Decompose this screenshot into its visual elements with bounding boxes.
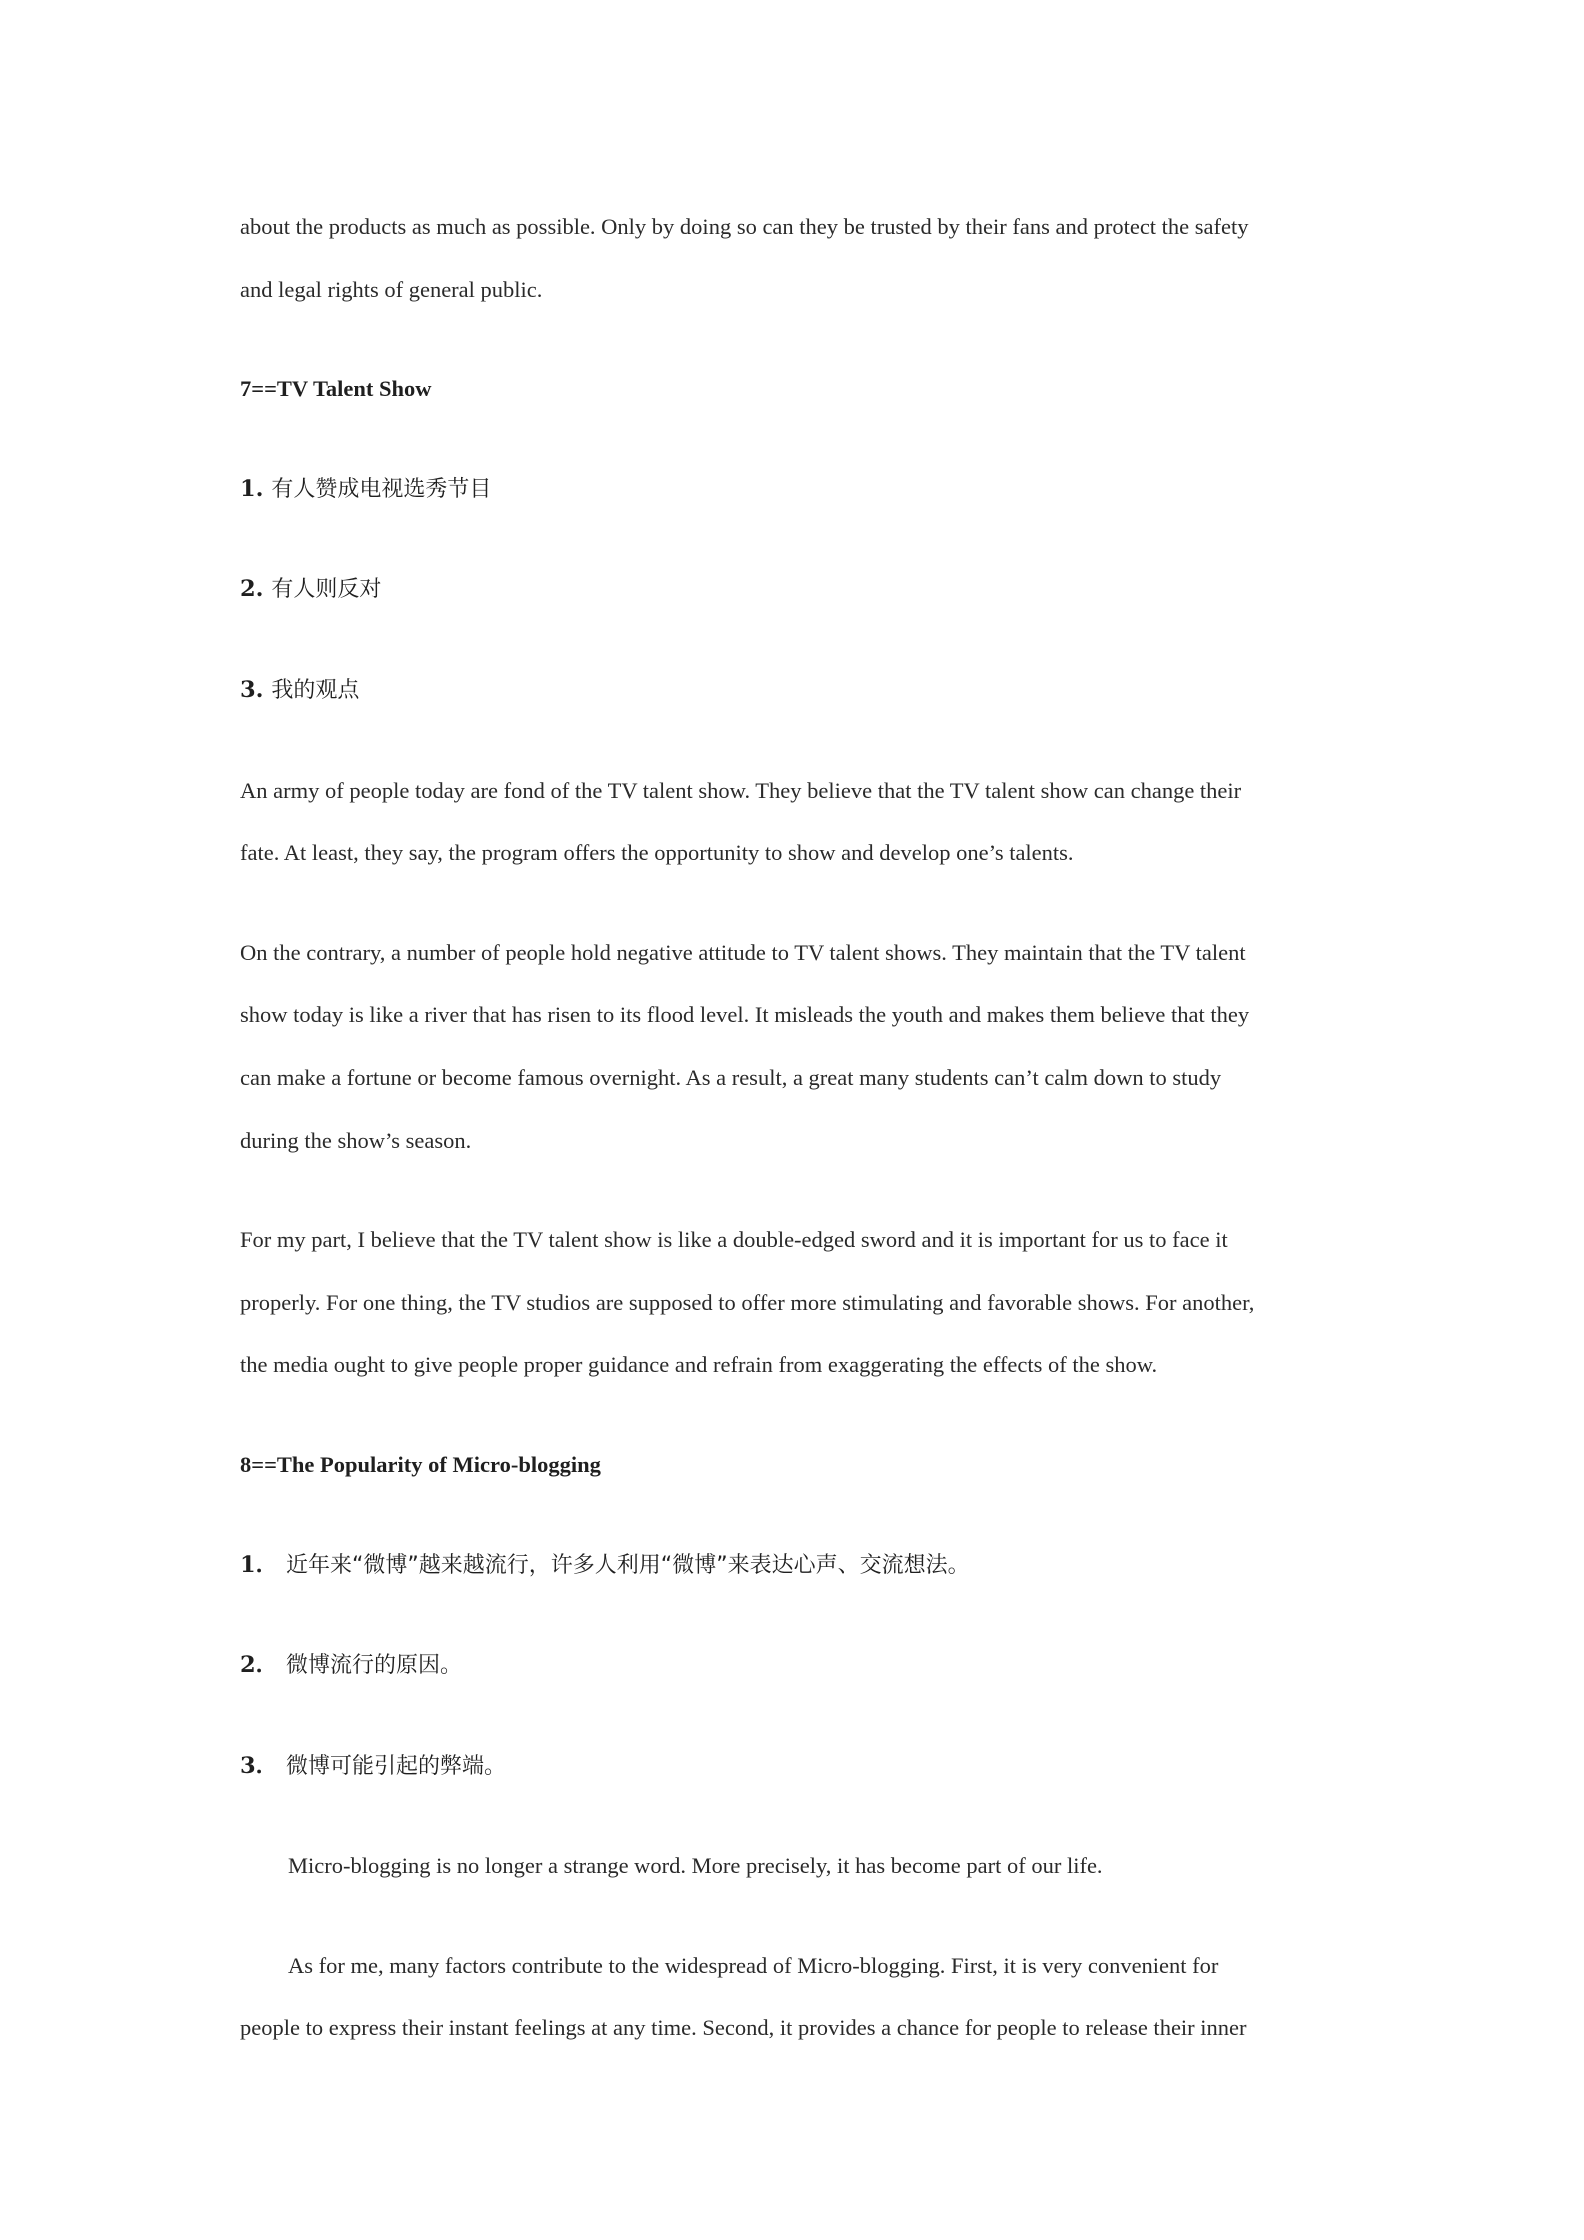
- item-text: 微博流行的原因。: [286, 1653, 463, 1679]
- item-text: 近年来“微博”越来越流行，许多人利用“微博”来表达心声、交流想法。: [286, 1552, 970, 1578]
- section-8-paragraph-1: [240, 1835, 1340, 1898]
- text-line: An army of people today are fond of the TV talent show. They believe that the TV talent show can change their: [240, 777, 1242, 803]
- section-7-paragraph-3: [240, 1209, 1340, 1397]
- item-number: 3.: [240, 676, 264, 703]
- item-text: 微博可能引起的弊端。: [286, 1753, 507, 1779]
- text-line: For my part, I believe that the TV talent show is like a double-edged sword and it is important for us to face it: [240, 1227, 1228, 1253]
- section-7-title: 7==TV Talent Show: [240, 376, 432, 402]
- text-line: As for me, many factors contribute to the widespread of Micro-blogging. First, it is very convenient for: [288, 1952, 1219, 1978]
- section-7-item-1: [240, 458, 1340, 522]
- text-line: fate. At least, they say, the program offers the opportunity to show and develop one’s talents.: [240, 840, 1074, 866]
- text-line: people to express their instant feelings at any time. Second, it provides a chance for people to release their inner: [240, 2015, 1247, 2041]
- section-7-paragraph-1: [240, 760, 1340, 885]
- text-line: can make a fortune or become famous overnight. As a result, a great many students can’t calm down to study: [240, 1064, 1222, 1090]
- item-number: 1．: [240, 1551, 279, 1578]
- text-line: properly. For one thing, the TV studios are supposed to offer more stimulating and favorable shows. For another,: [240, 1289, 1255, 1315]
- text-line: during the show’s season.: [240, 1127, 472, 1153]
- item-text: 有人则反对: [271, 577, 382, 603]
- text-line: Micro-blogging is no longer a strange word. More precisely, it has become part of our life.: [288, 1853, 1103, 1879]
- item-number: 1.: [240, 475, 264, 502]
- text-line: the media ought to give people proper guidance and refrain from exaggerating the effects of the show.: [240, 1352, 1158, 1378]
- section-8-item-1: [240, 1534, 1340, 1598]
- section-8-item-2: [240, 1634, 1340, 1698]
- section-7-item-2: [240, 558, 1340, 622]
- item-text: 有人赞成电视选秀节目: [271, 476, 492, 502]
- document-body: [240, 196, 1340, 2097]
- text-line: On the contrary, a number of people hold negative attitude to TV talent shows. They maintain that the TV talent: [240, 939, 1246, 965]
- text-line: and legal rights of general public.: [240, 276, 543, 302]
- text-line: about the products as much as possible. Only by doing so can they be trusted by their fans and protect the safety: [240, 214, 1249, 239]
- intro-paragraph: [240, 196, 1340, 321]
- item-number: 3．: [240, 1752, 279, 1779]
- text-line: show today is like a river that has risen to its flood level. It misleads the youth and makes them believe that they: [240, 1002, 1250, 1028]
- section-8-title: 8==The Popularity of Micro-blogging: [240, 1451, 601, 1477]
- section-7-item-3: [240, 659, 1340, 723]
- item-number: 2.: [240, 576, 264, 603]
- section-8-paragraph-2: [240, 1935, 1340, 2060]
- section-8-item-3: [240, 1735, 1340, 1799]
- section-7-paragraph-2: [240, 922, 1340, 1172]
- item-number: 2．: [240, 1652, 279, 1679]
- item-text: 我的观点: [271, 677, 360, 703]
